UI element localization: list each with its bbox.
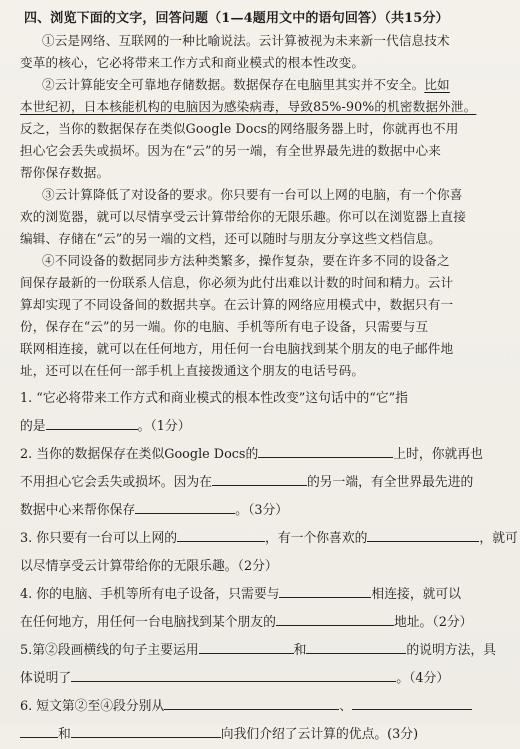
- question-4: [20, 581, 498, 609]
- question-6-text: 6. 短文第②至④段分别从: [20, 699, 165, 714]
- question-2-text: 数据中心来帮你保存: [20, 503, 136, 518]
- paragraph-2-line: 帮你保存数据。: [20, 165, 110, 180]
- underlined-sentence: 比如: [424, 77, 450, 92]
- paragraph-3-line: 欢的浏览器，就可以尽情享受云计算带给你的无限乐趣。你可以在浏览器上直接: [20, 209, 467, 224]
- question-3-text: ，有一个你喜欢的: [265, 531, 368, 546]
- question-6-text: 向我们介绍了云计算的优点。(3分): [220, 727, 419, 742]
- question-2-text: 不用担心它会丢失或损坏。因为在: [20, 475, 212, 490]
- question-2-text: 的另一端，有全世界最先进的: [306, 475, 474, 490]
- paragraph-4-line: 份，保存在“云”的另一端。你的电脑、手机等所有电子设备，只需要与互: [20, 319, 429, 334]
- paragraph-2-line: 反之，当你的数据保存在类似Google Docs的网络服务器上时，你就再也不用: [20, 121, 459, 136]
- answer-blank[interactable]: [177, 527, 265, 542]
- question-3-text: ，就可: [479, 531, 518, 546]
- paragraph-4-line: 址，还可以在任何一部手机上直接拨通这个朋友的电话号码。: [20, 363, 365, 378]
- question-5-cont: [20, 665, 498, 693]
- answer-blank[interactable]: [276, 611, 394, 626]
- question-2-text: 2. 当你的数据保存在类似Google Docs的: [20, 447, 259, 462]
- paragraph-2-text: ②云计算能安全可靠地存储数据。数据保存在电脑里其实并不安全。: [42, 77, 425, 92]
- questions: [20, 385, 518, 749]
- question-5-text: 。（4分）: [396, 671, 450, 686]
- question-5: [20, 637, 498, 665]
- paragraph-4-line: 算却实现了不同设备间的数据共享。在云计算的网络应用模式中，数据只有一: [20, 297, 454, 312]
- question-2-text: 上时，你就再也: [393, 447, 483, 462]
- answer-blank[interactable]: [279, 583, 371, 598]
- passage: [20, 30, 498, 382]
- answer-blank[interactable]: [352, 695, 472, 710]
- question-6-text: 、: [339, 699, 353, 714]
- question-4-cont: [20, 609, 498, 637]
- question-2-cont: [20, 497, 498, 525]
- question-4-text: 地址。（2分）: [393, 615, 473, 630]
- question-4-text: 相连接，就可以: [371, 587, 461, 602]
- question-3: [20, 525, 518, 553]
- answer-blank[interactable]: [164, 695, 339, 710]
- paragraph-2-line: [20, 74, 498, 96]
- paragraph-4-line: ④不同设备的数据同步方法种类繁多，操作复杂，要在许多不同的设备之: [42, 253, 450, 268]
- paragraph-3-line: 编辑、存储在“云”的另一端的文档，还可以随时与朋友分享这些文档信息。: [20, 231, 441, 246]
- question-3-cont: [20, 553, 498, 581]
- question-1-text: 。（1分）: [137, 419, 191, 434]
- question-1-text: 的是: [20, 419, 46, 434]
- answer-blank[interactable]: [71, 723, 221, 738]
- answer-blank[interactable]: [367, 527, 479, 542]
- question-1-cont: [20, 413, 498, 441]
- answer-blank[interactable]: [199, 639, 294, 654]
- answer-blank[interactable]: [135, 499, 235, 514]
- question-5-text: 体说明了: [20, 671, 72, 686]
- question-1: [20, 385, 498, 413]
- question-5-text: 的说明方法，具: [406, 643, 496, 658]
- question-4-text: 在任何地方，用任何一台电脑找到某个朋友的: [20, 615, 276, 630]
- answer-blank[interactable]: [258, 443, 393, 458]
- answer-blank[interactable]: [20, 723, 58, 738]
- underlined-sentence: 本世纪初，日本核能机构的电脑因为感染病毒，导致85%-90%的机密数据外泄。: [20, 99, 477, 114]
- paragraph-4-line: 联网相连接，就可以在任何地方，用任何一台电脑找到某个朋友的电子邮件地: [20, 341, 454, 356]
- question-2-cont: [20, 469, 498, 497]
- paragraph-2-line: [20, 96, 498, 118]
- question-1-text: 1. “它必将带来工作方式和商业模式的根本性改变”这句话中的“它”指: [20, 391, 408, 406]
- answer-blank[interactable]: [212, 471, 307, 486]
- paragraph-1-line: ①云是网络、互联网的一种比喻说法。云计算被视为未来新一代信息技术: [42, 33, 450, 48]
- paragraph-4-line: 间保存最新的一份联系人信息，你必须为此付出难以计数的时间和精力。云计: [20, 275, 454, 290]
- question-2: [20, 441, 498, 469]
- question-4-text: 4. 你的电脑、手机等所有电子设备，只需要与: [20, 587, 280, 602]
- question-6-text: 和: [58, 727, 71, 742]
- paragraph-1-line: 变革的核心，它必将带来工作方式和商业模式的根本性改变。: [20, 55, 365, 70]
- question-5-text: 5.第②段画横线的句子主要运用: [20, 643, 199, 658]
- section-title: 四、浏览下面的文字，回答问题（1—4题用文中的语句回答）（共15分）: [24, 11, 449, 26]
- question-3-text: 以尽情享受云计算带给你的无限乐趣。（2分）: [20, 559, 278, 574]
- answer-blank[interactable]: [46, 415, 138, 430]
- paragraph-3-line: ③云计算降低了对设备的要求。你只要有一台可以上网的电脑，有一个你喜: [42, 187, 463, 202]
- question-2-text: 。（3分）: [235, 503, 289, 518]
- question-5-text: 和: [293, 643, 307, 658]
- question-6: [20, 693, 498, 721]
- question-6-cont: [20, 721, 498, 749]
- answer-blank[interactable]: [71, 667, 396, 682]
- question-3-text: 3. 你只要有一台可以上网的: [20, 531, 178, 546]
- paragraph-2-line: 担心它会丢失或损坏。因为在“云”的另一端，有全世界最先进的数据中心来: [20, 143, 441, 158]
- answer-blank[interactable]: [306, 639, 406, 654]
